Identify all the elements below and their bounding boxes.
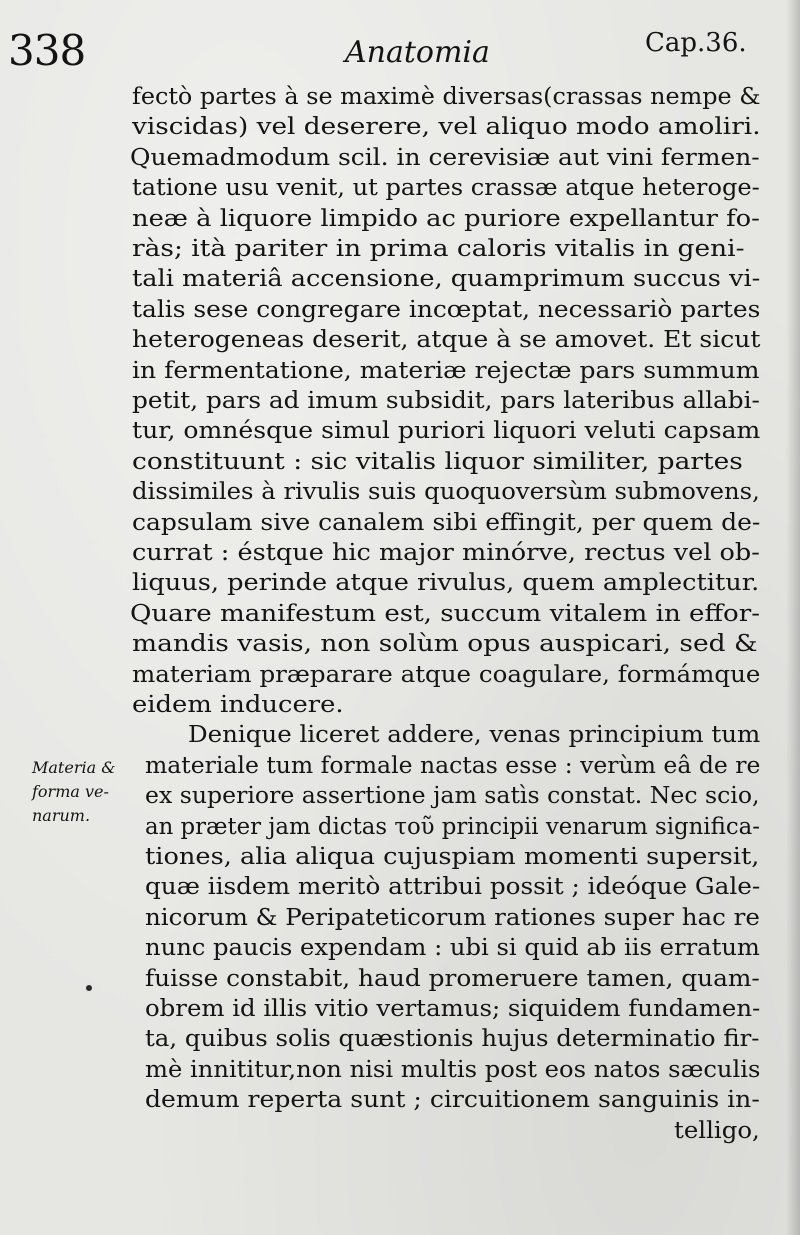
text-line: liquus, perinde atque rivulus, quem amplectitur. <box>132 570 760 597</box>
text-line: neæ à liquore limpido ac puriore expellantur fo- <box>132 205 760 232</box>
ink-speck <box>86 985 92 991</box>
text-line: constituunt : sic vitalis liquor similiter, partes <box>132 448 743 475</box>
text-line: ta, quibus solis quæstionis hujus determinatio fir- <box>145 1026 760 1053</box>
text-line: nicorum & Peripateticorum rationes super hac re <box>145 904 760 931</box>
chapter-label: Cap.36. <box>645 28 747 58</box>
text-line: materiale tum formale nactas esse : verùm eâ de re <box>145 752 761 779</box>
side-note-line-1: Materia & <box>32 758 116 777</box>
text-line: heterogeneas deserit, atque à se amovet. Et sicut <box>132 327 761 354</box>
text-line: dissimiles à rivulis suis quoquoversùm submovens, <box>132 479 760 506</box>
text-line: in fermentatione, materiæ rejectæ pars summum <box>132 357 760 384</box>
text-line: eidem inducere. <box>132 692 344 718</box>
text-line: ràs; ità pariter in prima caloris vitalis in geni- <box>132 236 745 262</box>
text-line: ex superiore assertione jam satìs constat. Nec scio, <box>145 783 760 810</box>
text-line: quæ iisdem meritò attribui possit ; ideóque Gale- <box>145 874 761 901</box>
text-line: mè innititur,non nisi multis post eos natos sæculis <box>145 1056 761 1083</box>
text-line: materiam præparare atque coagulare, formámque <box>132 661 761 688</box>
text-line: capsulam sive canalem sibi effingit, per quem de- <box>132 509 761 536</box>
text-line: tatione usu venit, ut partes crassæ atque heteroge- <box>132 175 760 202</box>
text-line: fectò partes à se maximè diversas(crassas nempe & <box>132 84 761 110</box>
text-line: telligo, <box>674 1117 760 1144</box>
text-line: currat : éstque hic major minórve, rectus vel ob- <box>132 540 760 566</box>
text-line: demum reperta sunt ; circuitionem sanguinis in- <box>145 1087 760 1114</box>
text-line: Quare manifestum est, succum vitalem in effor- <box>130 600 761 627</box>
text-line: tali materiâ accensione, quamprimum succus vi- <box>132 266 761 293</box>
side-note-line-2: forma ve- <box>32 782 109 801</box>
text-line: tiones, alia aliqua cujuspiam momenti supersit, <box>145 844 760 870</box>
side-note-line-3: narum. <box>32 806 91 825</box>
text-line: Denique liceret addere, venas principium tum <box>188 722 761 749</box>
text-line: tur, omnésque simul puriori liquori veluti capsam <box>132 418 761 445</box>
text-line: an præter jam dictas τοῦ principii venarum significa- <box>145 813 760 840</box>
running-title: Anatomia <box>345 35 490 70</box>
text-line: talis sese congregare incœptat, necessariò partes <box>132 296 761 323</box>
text-line: mandis vasis, non solùm opus auspicari, sed & <box>132 631 758 658</box>
page-gutter-shadow <box>786 0 800 1235</box>
text-line: petit, pars ad imum subsidit, pars lateribus allabi- <box>132 388 760 414</box>
page-number: 338 <box>8 26 86 75</box>
text-line: viscidas) vel deserere, vel aliquo modo amoliri. <box>132 114 761 141</box>
text-line: fuisse constabit, haud promeruere tamen, quam- <box>145 965 760 992</box>
text-line: Quemadmodum scil. in cerevisiæ aut vini fermen- <box>130 144 760 171</box>
text-line: nunc paucis expendam : ubi si quid ab iis erratum <box>145 935 760 962</box>
text-line: obrem id illis vitio vertamus; siquidem fundamen- <box>145 996 761 1022</box>
